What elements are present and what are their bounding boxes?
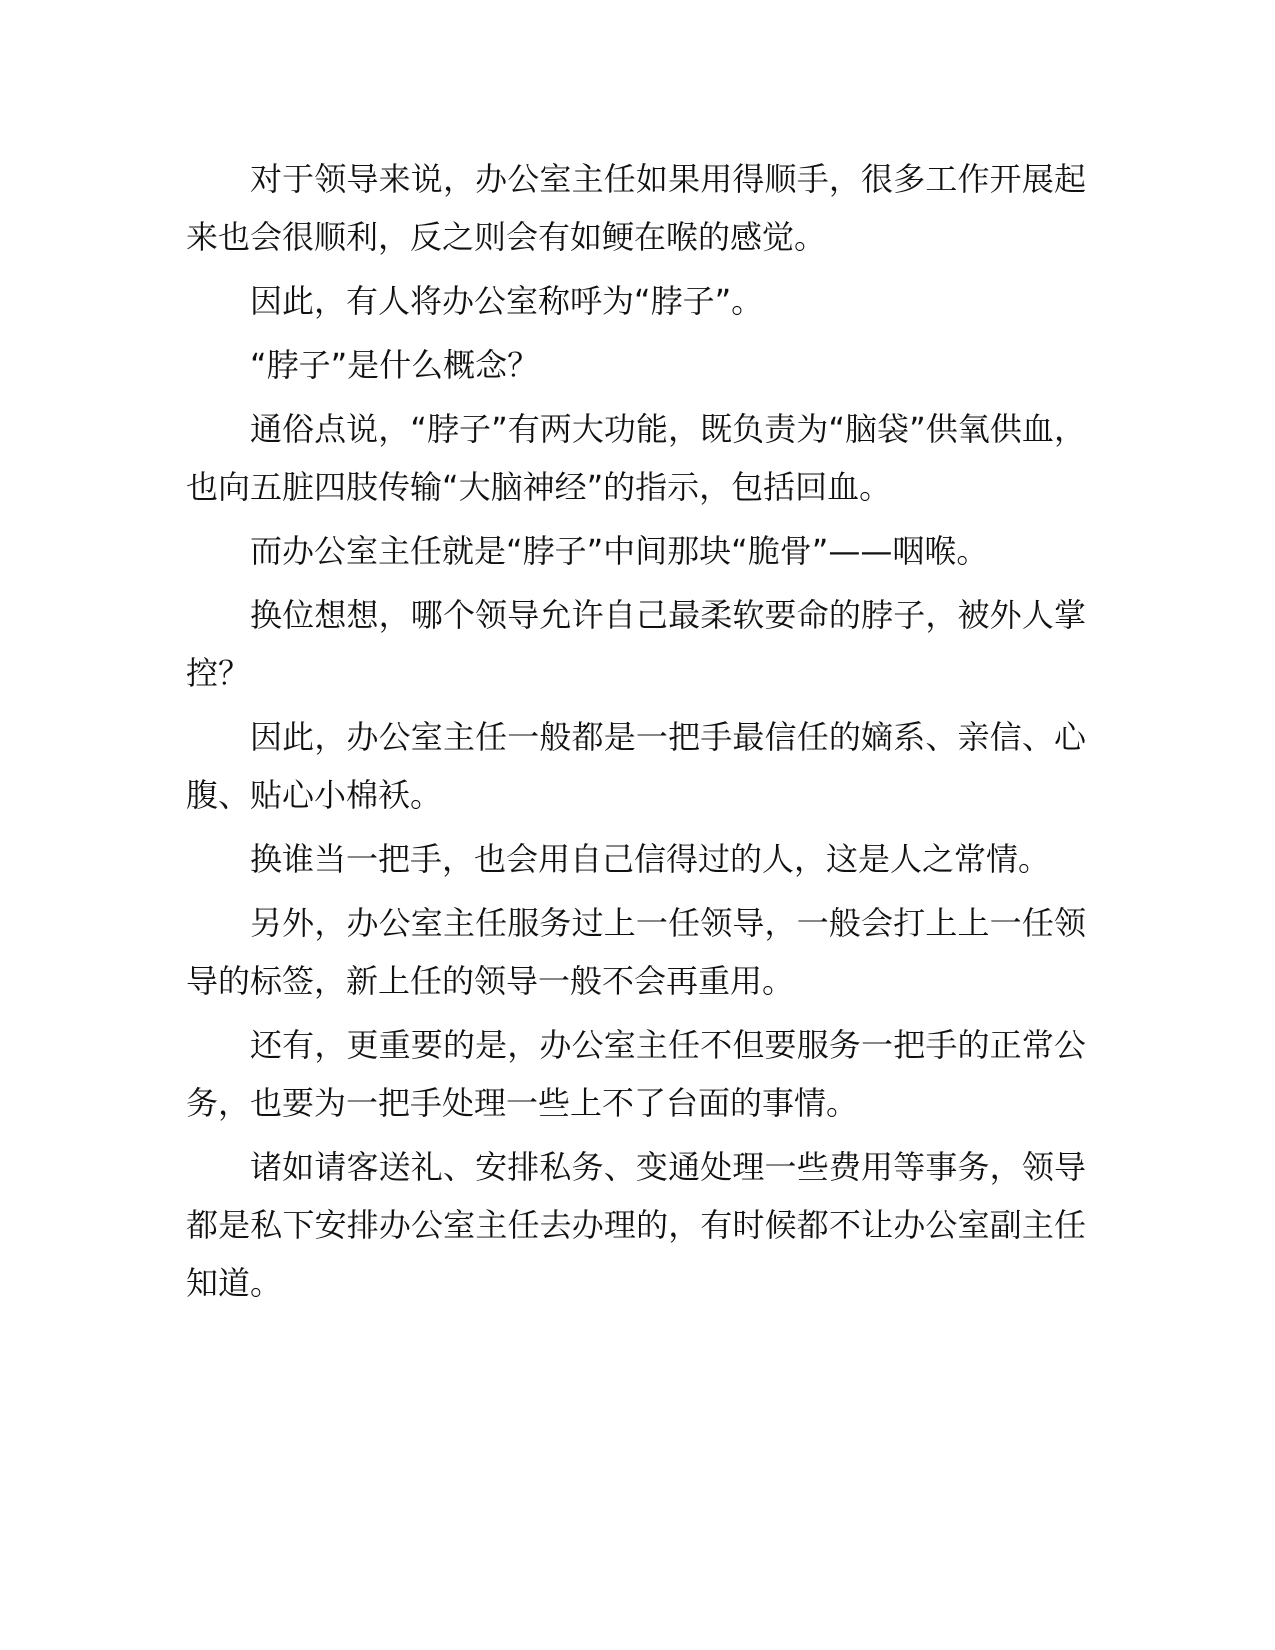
document-body — [186, 150, 1086, 1318]
paragraph: 因此，办公室主任一般都是一把手最信任的嫡系、亲信、心腹、贴心小棉袄。 — [186, 718, 1086, 814]
paragraph: 因此，有人将办公室称呼为“脖子”。 — [250, 282, 764, 320]
paragraph: 通俗点说，“脖子”有两大功能，既负责为“脑袋”供氧供血，也向五脏四肢传输“大脑神经”的指示，包括回血。 — [186, 410, 1086, 506]
paragraph: 而办公室主任就是“脖子”中间那块“脆骨”——咽喉。 — [250, 532, 989, 570]
paragraph: 换谁当一把手，也会用自己信得过的人，这是人之常情。 — [250, 840, 1051, 878]
paragraph: 还有，更重要的是，办公室主任不但要服务一把手的正常公务，也要为一把手处理一些上不了台面的事情。 — [186, 1026, 1086, 1122]
paragraph: 诸如请客送礼、安排私务、变通处理一些费用等事务，领导都是私下安排办公室主任去办理的，有时候都不让办公室副主任知道。 — [186, 1148, 1086, 1302]
paragraph: 对于领导来说，办公室主任如果用得顺手，很多工作开展起来也会很顺利，反之则会有如鲠在喉的感觉。 — [186, 160, 1086, 256]
paragraph: 换位想想，哪个领导允许自己最柔软要命的脖子，被外人掌控？ — [186, 596, 1086, 692]
paragraph: 另外，办公室主任服务过上一任领导，一般会打上上一任领导的标签，新上任的领导一般不会再重用。 — [186, 904, 1086, 1000]
paragraph: “脖子”是什么概念？ — [250, 346, 540, 384]
